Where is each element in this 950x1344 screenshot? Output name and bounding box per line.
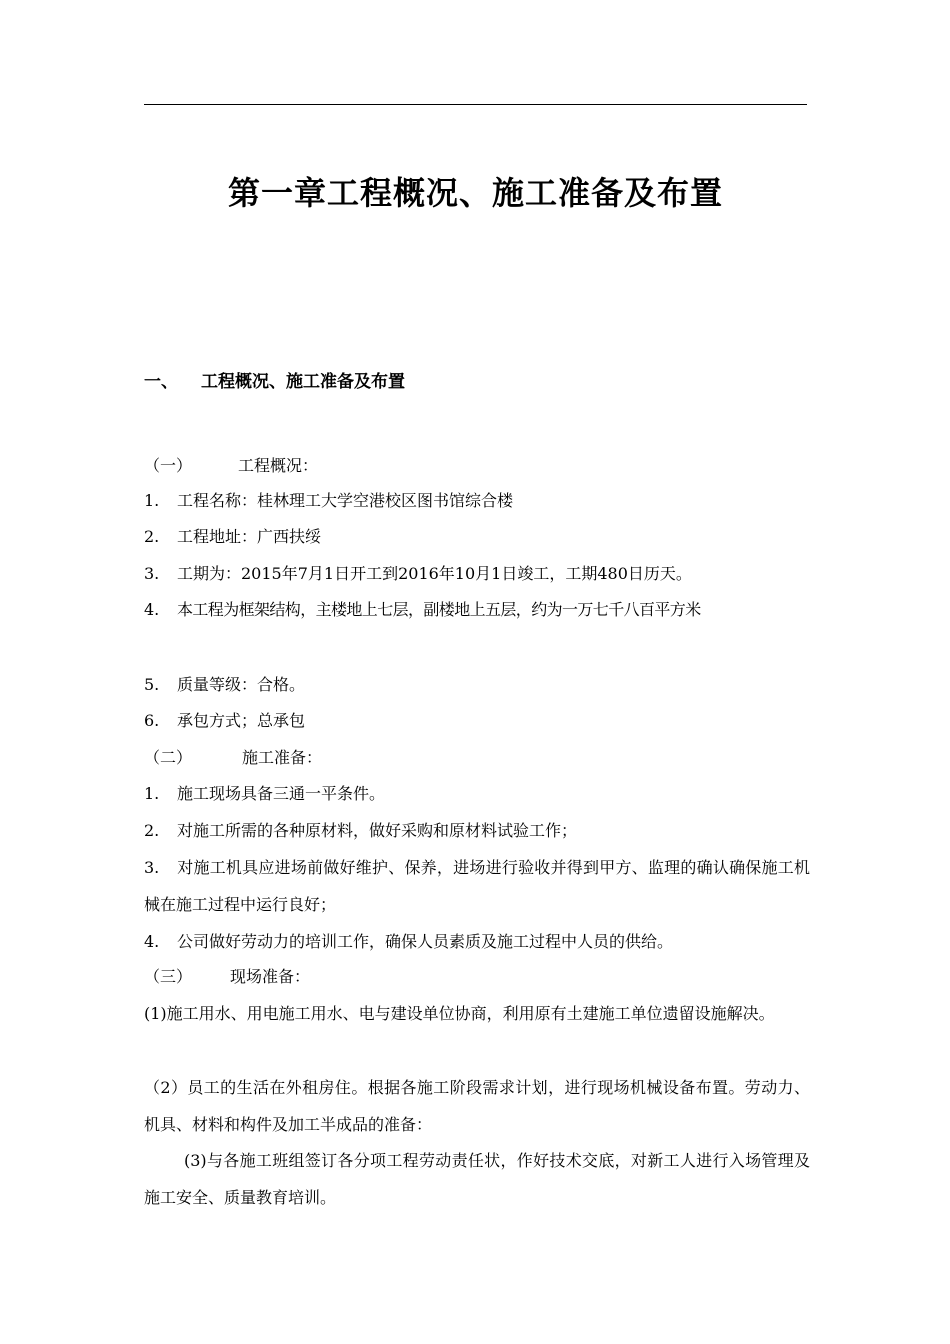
subheading-overview	[144, 453, 318, 479]
header-rule	[144, 104, 807, 105]
list-number: 6.	[144, 711, 160, 730]
list-number: 4.	[144, 932, 160, 951]
section-heading	[144, 368, 405, 396]
subheading-text: 施工准备：	[242, 748, 323, 767]
list-text: 施工现场具备三通一平条件。	[177, 784, 386, 803]
subheading-text: 工程概况：	[238, 456, 319, 475]
paragraph: (1)施工用水、用电施工用水、电与建设单位协商，利用原有土建施工单位遗留设施解决。	[144, 1004, 775, 1023]
list-text: 工期为：2015年7月1日开工到2016年10月1日竣工，工期480日历天。	[177, 564, 692, 583]
list-number: 3.	[144, 858, 160, 877]
list-text: 承包方式；总承包	[177, 711, 306, 730]
list-number: 1.	[144, 491, 160, 510]
chapter-title: 第一章工程概况、施工准备及布置	[227, 174, 723, 212]
list-text: 对施工机具应进场前做好维护、保养，进场进行验收并得到甲方、监理的确认确保施工机械在施工过程中运行良好；	[144, 858, 810, 914]
list-text: 本工程为框架结构，主楼地上七层，副楼地上五层，约为一万七千八百平方米	[177, 600, 701, 619]
paragraph: （2）员工的生活在外租房住。根据各施工阶段需求计划，进行现场机械设备布置。劳动力、机具、材料和构件及加工半成品的准备：	[144, 1078, 810, 1134]
list-text: 工程地址：广西扶绥	[177, 527, 322, 546]
list-item	[144, 488, 513, 514]
subheading-number: （三）	[144, 967, 193, 986]
list-text: 工程名称：桂林理工大学空港校区图书馆综合楼	[177, 491, 514, 510]
list-item	[144, 708, 305, 734]
list-number: 5.	[144, 675, 160, 694]
section-number: 一、	[144, 372, 178, 392]
list-item	[144, 929, 673, 955]
list-number: 3.	[144, 564, 160, 583]
list-item	[144, 849, 810, 923]
list-text: 质量等级：合格。	[177, 675, 306, 694]
list-item	[144, 524, 321, 550]
list-text: 对施工所需的各种原材料，做好采购和原材料试验工作；	[177, 821, 578, 840]
list-item	[144, 781, 385, 807]
list-number: 1.	[144, 784, 160, 803]
subheading-text: 现场准备：	[230, 967, 311, 986]
paragraph: (3)与各施工班组签订各分项工程劳动责任状，作好技术交底，对新工人进行入场管理及施工安全、质量教育培训。	[144, 1151, 810, 1207]
list-number: 4.	[144, 600, 160, 619]
subheading-number: （二）	[144, 748, 193, 767]
subheading-preparation	[144, 745, 322, 771]
list-item	[144, 561, 692, 587]
list-item	[144, 818, 577, 844]
section-title: 工程概况、施工准备及布置	[201, 372, 405, 392]
subheading-number: （一）	[144, 456, 193, 475]
list-item	[144, 672, 305, 698]
list-text: 公司做好劳动力的培训工作，确保人员素质及施工过程中人员的供给。	[177, 932, 674, 951]
subheading-site	[144, 964, 310, 990]
list-number: 2.	[144, 527, 160, 546]
list-item	[144, 597, 701, 623]
list-number: 2.	[144, 821, 160, 840]
